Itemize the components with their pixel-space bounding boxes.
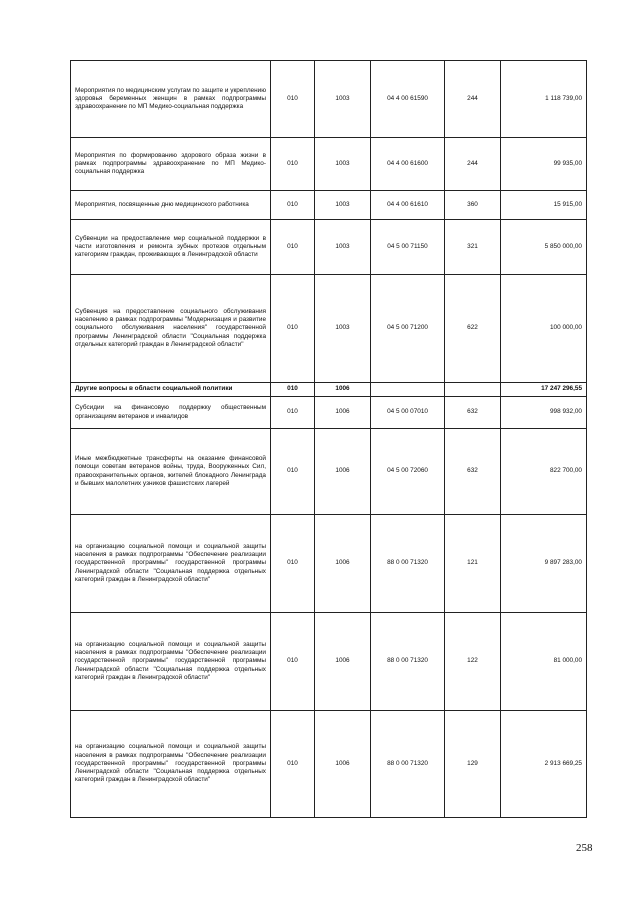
row-amount: 15 915,00	[501, 191, 587, 220]
row-expense-type: 321	[445, 220, 501, 275]
row-ministry-code: 010	[271, 220, 315, 275]
row-amount: 17 247 296,55	[501, 383, 587, 397]
row-expense-type: 129	[445, 711, 501, 818]
row-expense-type: 244	[445, 138, 501, 191]
row-section-code: 1003	[315, 275, 371, 383]
row-section-code: 1006	[315, 429, 371, 515]
row-section-code: 1003	[315, 138, 371, 191]
row-amount: 2 913 669,25	[501, 711, 587, 818]
budget-table	[70, 60, 587, 818]
table-row	[71, 61, 587, 138]
row-expense-type: 122	[445, 613, 501, 711]
row-amount: 5 850 000,00	[501, 220, 587, 275]
row-description: Субвенция на предоставление социального обслуживания населению в рамках подпрограммы "Модернизация и развитие социального обслуживания населения" государственной программы Ленинградской области "Социальная поддержка отдельных категорий граждан в Ленинградской области"	[71, 275, 271, 383]
row-description: Субвенции на предоставление мер социальной поддержки в части изготовления и ремонта зубных протезов отдельным категориям граждан, проживающих в Ленинградской области	[71, 220, 271, 275]
row-ministry-code: 010	[271, 275, 315, 383]
row-section-code: 1006	[315, 383, 371, 397]
row-section-code: 1006	[315, 711, 371, 818]
row-amount: 1 118 739,00	[501, 61, 587, 138]
row-target-code: 04 4 00 61610	[371, 191, 445, 220]
table-row	[71, 191, 587, 220]
row-description: Субсидии на финансовую поддержку общественным организациям ветеранов и инвалидов	[71, 397, 271, 429]
row-expense-type: 121	[445, 515, 501, 613]
row-target-code: 04 4 00 61590	[371, 61, 445, 138]
row-ministry-code: 010	[271, 613, 315, 711]
row-target-code: 88 0 00 71320	[371, 515, 445, 613]
row-target-code: 04 5 00 71150	[371, 220, 445, 275]
row-section-code: 1006	[315, 613, 371, 711]
row-expense-type: 622	[445, 275, 501, 383]
row-expense-type	[445, 383, 501, 397]
table-row	[71, 515, 587, 613]
row-description: Другие вопросы в области социальной политики	[71, 383, 271, 397]
row-expense-type: 360	[445, 191, 501, 220]
row-target-code: 04 5 00 07010	[371, 397, 445, 429]
row-description: Мероприятия, посвященные дню медицинского работника	[71, 191, 271, 220]
row-description: на организацию социальной помощи и социальной защиты населения в рамках подпрограммы "Обеспечение реализации государственной программы" государственной программы Ленинградской области "Социальная поддержка отдельных категорий граждан в Ленинградской области"	[71, 515, 271, 613]
table-row	[71, 613, 587, 711]
row-target-code: 04 5 00 72060	[371, 429, 445, 515]
section-total-row	[71, 383, 587, 397]
row-section-code: 1006	[315, 515, 371, 613]
row-section-code: 1003	[315, 220, 371, 275]
row-amount: 100 000,00	[501, 275, 587, 383]
table-row	[71, 397, 587, 429]
row-amount: 81 000,00	[501, 613, 587, 711]
row-description: Мероприятия по медицинским услугам по защите и укреплению здоровья беременных женщин в рамках подпрограммы здравоохранение по МП Медико-социальная поддержка	[71, 61, 271, 138]
row-description: на организацию социальной помощи и социальной защиты населения в рамках подпрограммы "Обеспечение реализации государственной программы" государственной программы Ленинградской области "Социальная поддержка отдельных категорий граждан в Ленинградской области"	[71, 613, 271, 711]
row-target-code: 04 4 00 61600	[371, 138, 445, 191]
page-number: 258	[576, 842, 593, 854]
row-ministry-code: 010	[271, 429, 315, 515]
row-expense-type: 244	[445, 61, 501, 138]
row-amount: 99 935,00	[501, 138, 587, 191]
row-ministry-code: 010	[271, 383, 315, 397]
row-ministry-code: 010	[271, 138, 315, 191]
table-row	[71, 220, 587, 275]
row-ministry-code: 010	[271, 191, 315, 220]
row-expense-type: 632	[445, 429, 501, 515]
row-target-code: 04 5 00 71200	[371, 275, 445, 383]
row-target-code	[371, 383, 445, 397]
table-row	[71, 429, 587, 515]
row-description: на организацию социальной помощи и социальной защиты населения в рамках подпрограммы "Обеспечение реализации государственной программы" государственной программы Ленинградской области "Социальная поддержка отдельных категорий граждан в Ленинградской области"	[71, 711, 271, 818]
row-description: Иные межбюджетные трансферты на оказание финансовой помощи советам ветеранов войны, труда, Вооруженных Сил, правоохранительных органов, жителей блокадного Ленинграда и бывших малолетних узников фашистских лагерей	[71, 429, 271, 515]
row-target-code: 88 0 00 71320	[371, 613, 445, 711]
row-expense-type: 632	[445, 397, 501, 429]
row-section-code: 1006	[315, 397, 371, 429]
row-ministry-code: 010	[271, 515, 315, 613]
table-row	[71, 138, 587, 191]
row-section-code: 1003	[315, 191, 371, 220]
row-ministry-code: 010	[271, 397, 315, 429]
row-amount: 822 700,00	[501, 429, 587, 515]
table-row	[71, 275, 587, 383]
row-target-code: 88 0 00 71320	[371, 711, 445, 818]
row-ministry-code: 010	[271, 711, 315, 818]
row-amount: 998 932,00	[501, 397, 587, 429]
row-ministry-code: 010	[271, 61, 315, 138]
row-amount: 9 897 283,00	[501, 515, 587, 613]
row-description: Мероприятия по формированию здорового образа жизни в рамках подпрограммы здравоохранение по МП Медико-социальная поддержка	[71, 138, 271, 191]
row-section-code: 1003	[315, 61, 371, 138]
table-row	[71, 711, 587, 818]
